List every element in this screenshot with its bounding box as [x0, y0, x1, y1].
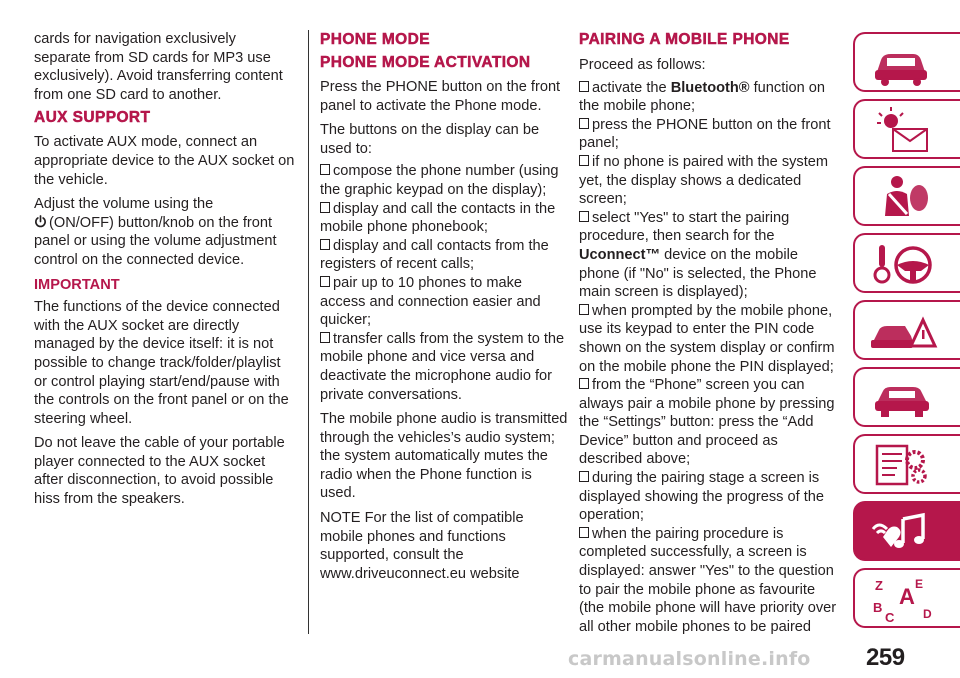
- svg-text:A: A: [899, 584, 915, 609]
- tab-multimedia[interactable]: [853, 501, 960, 561]
- bullet-box-icon: [579, 471, 589, 482]
- important-heading: IMPORTANT: [34, 276, 120, 293]
- list-item: when prompted by the mobile phone, use its keypad to enter the PIN code shown on the system display or confirm on the mobile phone the PIN displayed;: [579, 302, 835, 375]
- paragraph: To activate AUX mode, connect an appropriate device to the AUX socket on the vehicle.: [34, 134, 295, 188]
- car-dashboard-icon: [869, 38, 939, 88]
- tab-technical-data[interactable]: [853, 434, 960, 494]
- tab-warning-lights[interactable]: [853, 99, 960, 159]
- paragraph: The buttons on the display can be used to:: [320, 122, 540, 157]
- list-item: during the pairing stage a screen is displayed showing the progress of the operation;: [579, 470, 825, 524]
- watermark: carmanualsonline.info: [568, 648, 811, 670]
- list-item: when the pairing procedure is completed successfully, a screen is displayed: answer "Yes" to the question to pair the mobile phone as favourite (the mobile phone will have priority over all other mobile phones to be paired: [579, 525, 837, 635]
- bullet-box-icon: [579, 378, 589, 389]
- car-maintenance-icon: [869, 373, 939, 423]
- tab-servicing[interactable]: [853, 367, 960, 427]
- key-steering-wheel-icon: [869, 239, 939, 289]
- list-item: pair up to 10 phones to make access and connection easier and quicker;: [320, 274, 541, 329]
- tab-car-dashboard[interactable]: [853, 32, 960, 92]
- bullet-box-icon: [320, 202, 330, 213]
- list-item: display and call the contacts in the mobile phone phonebook;: [320, 200, 556, 236]
- column-divider: [308, 30, 309, 634]
- svg-text:E: E: [915, 577, 924, 591]
- multimedia-note-icon: [869, 507, 939, 557]
- paragraph: Do not leave the cable of your portable player connected to the AUX socket after disconnection, to avoid possible hiss from the speakers.: [34, 435, 285, 508]
- warning-light-message-icon: [869, 105, 939, 155]
- section-heading-phone-mode: PHONE MODE: [320, 31, 430, 48]
- chapter-tabs: [853, 32, 960, 635]
- paragraph: Press the PHONE button on the front panel to activate the Phone mode.: [320, 79, 561, 114]
- page-number: 259: [866, 644, 905, 671]
- list-item: display and call contacts from the registers of recent calls;: [320, 237, 549, 273]
- section-heading-phone-mode-activation: PHONE MODE ACTIVATION: [320, 54, 531, 71]
- emergency-breakdown-icon: [869, 306, 939, 356]
- bullet-box-icon: [579, 118, 589, 129]
- bullet-box-icon: [320, 164, 330, 175]
- list-item: if no phone is paired with the system yet, the display shows a dedicated screen;: [579, 153, 829, 208]
- bullet-box-icon: [320, 332, 330, 343]
- svg-text:Z: Z: [875, 578, 883, 593]
- list-item: select "Yes" to start the pairing procedure, then search for the Uconnect™ device on the mobile phone (if "No" is selected, the Phone main screen is displayed);: [579, 209, 817, 301]
- paragraph: Proceed as follows:: [579, 57, 706, 73]
- text-column-2: [320, 30, 570, 589]
- paragraph: [34, 195, 296, 269]
- paragraph: The functions of the device connected with the AUX socket are directly managed by the device itself: it is not possible to change track/folder/playlist or control playing start/end/pause with the controls on the front panel or on the steering wheel.: [34, 299, 289, 427]
- technical-data-gears-icon: [869, 440, 939, 490]
- paragraph-part: Adjust the volume using the: [34, 196, 214, 213]
- airbag-seatbelt-icon: [869, 172, 939, 222]
- paragraph: cards for navigation exclusively separate from SD cards for MP3 use exclusively). Avoid transferring content from one SD card to another.: [34, 31, 283, 103]
- tab-safety[interactable]: [853, 166, 960, 226]
- bullet-box-icon: [579, 304, 589, 315]
- paragraph-part: (ON/OFF) button/knob on the front panel or using the volume adjustment control on the connected device.: [34, 214, 277, 268]
- note-paragraph: NOTE For the list of compatible mobile phones and functions supported, consult the www.driveuconnect.eu website: [320, 510, 524, 582]
- text-column-3: [579, 30, 841, 636]
- svg-text:D: D: [923, 607, 932, 621]
- svg-text:C: C: [885, 610, 895, 624]
- bullet-box-icon: [579, 527, 589, 538]
- list-item: press the PHONE button on the front panel;: [579, 116, 831, 152]
- bullet-box-icon: [579, 211, 589, 222]
- list-item: compose the phone number (using the graphic keypad on the display);: [320, 163, 559, 198]
- paragraph: The mobile phone audio is transmitted through the vehicles’s audio system; the system automatically mutes the radio when the Phone function is used.: [320, 411, 568, 502]
- list-item: from the “Phone” screen you can always pair a mobile phone by pressing the “Settings” button: press the “Add Device” button and proceed as described above;: [579, 377, 835, 468]
- bullet-box-icon: [579, 155, 589, 166]
- bullet-box-icon: [320, 239, 330, 250]
- power-button-icon: [34, 215, 47, 228]
- svg-text:B: B: [873, 600, 883, 615]
- text-column-1: [34, 30, 296, 515]
- list-item: transfer calls from the system to the mobile phone and vice versa and deactivate the microphone audio for private conversations.: [320, 330, 565, 403]
- list-item: activate the Bluetooth® function on the mobile phone;: [579, 79, 826, 115]
- tab-index[interactable]: [853, 568, 960, 628]
- bullet-box-icon: [320, 276, 330, 287]
- section-heading-aux-support: AUX SUPPORT: [34, 109, 151, 127]
- alphabetical-index-icon: [869, 574, 939, 624]
- tab-emergency[interactable]: [853, 300, 960, 360]
- tab-starting-driving[interactable]: [853, 233, 960, 293]
- section-heading-pairing: PAIRING A MOBILE PHONE: [579, 31, 790, 48]
- bullet-box-icon: [579, 81, 589, 92]
